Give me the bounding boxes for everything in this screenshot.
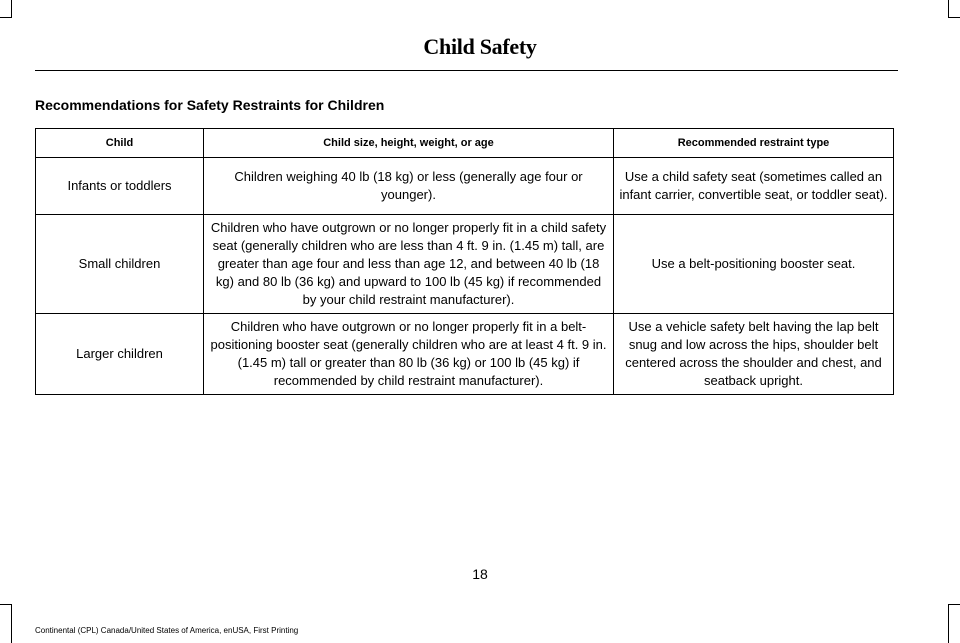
crop-mark: [11, 0, 12, 18]
cell-size: Children who have outgrown or no longer properly fit in a belt-positioning booster seat (generally children who are at least 4 ft. 9 in. (1.45 m) tall or greater than 80 lb (36 kg) or 100 lb (45 kg) if recommended by child restraint manufacturer).: [204, 314, 614, 395]
crop-mark: [0, 17, 12, 18]
crop-mark: [11, 604, 12, 643]
table-row: [36, 158, 894, 215]
table-header-row: [36, 129, 894, 158]
footer-publication-info: Continental (CPL) Canada/United States of America, enUSA, First Printing: [35, 626, 299, 635]
cell-restraint: Use a belt-positioning booster seat.: [614, 215, 894, 314]
page-number: 18: [472, 566, 488, 582]
crop-mark: [948, 604, 960, 605]
column-header-child: Child: [36, 129, 204, 158]
header-divider: [35, 70, 898, 71]
table-row: [36, 215, 894, 314]
page-header-title: Child Safety: [423, 34, 537, 59]
cell-child: Small children: [36, 215, 204, 314]
cell-restraint: Use a vehicle safety belt having the lap belt snug and low across the hips, shoulder belt centered across the shoulder and chest, and seatback upright.: [614, 314, 894, 395]
column-header-restraint: Recommended restraint type: [614, 129, 894, 158]
cell-size: Children who have outgrown or no longer properly fit in a child safety seat (generally children who are less than 4 ft. 9 in. (1.45 m) tall, are greater than age four and less than age 12, and between 40 lb (18 kg) and 80 lb (36 kg) and upward to 100 lb (45 kg) if recommended by your child restraint manufacturer).: [204, 215, 614, 314]
crop-mark: [948, 17, 960, 18]
crop-mark: [0, 604, 12, 605]
restraints-table: [35, 128, 894, 395]
crop-mark: [948, 604, 949, 643]
cell-child: Larger children: [36, 314, 204, 395]
cell-child: Infants or toddlers: [36, 158, 204, 215]
cell-restraint: Use a child safety seat (sometimes called an infant carrier, convertible seat, or toddler seat).: [614, 158, 894, 215]
column-header-size: Child size, height, weight, or age: [204, 129, 614, 158]
table-row: [36, 314, 894, 395]
section-title: Recommendations for Safety Restraints for Children: [35, 97, 385, 113]
crop-mark: [948, 0, 949, 18]
cell-size: Children weighing 40 lb (18 kg) or less (generally age four or younger).: [204, 158, 614, 215]
